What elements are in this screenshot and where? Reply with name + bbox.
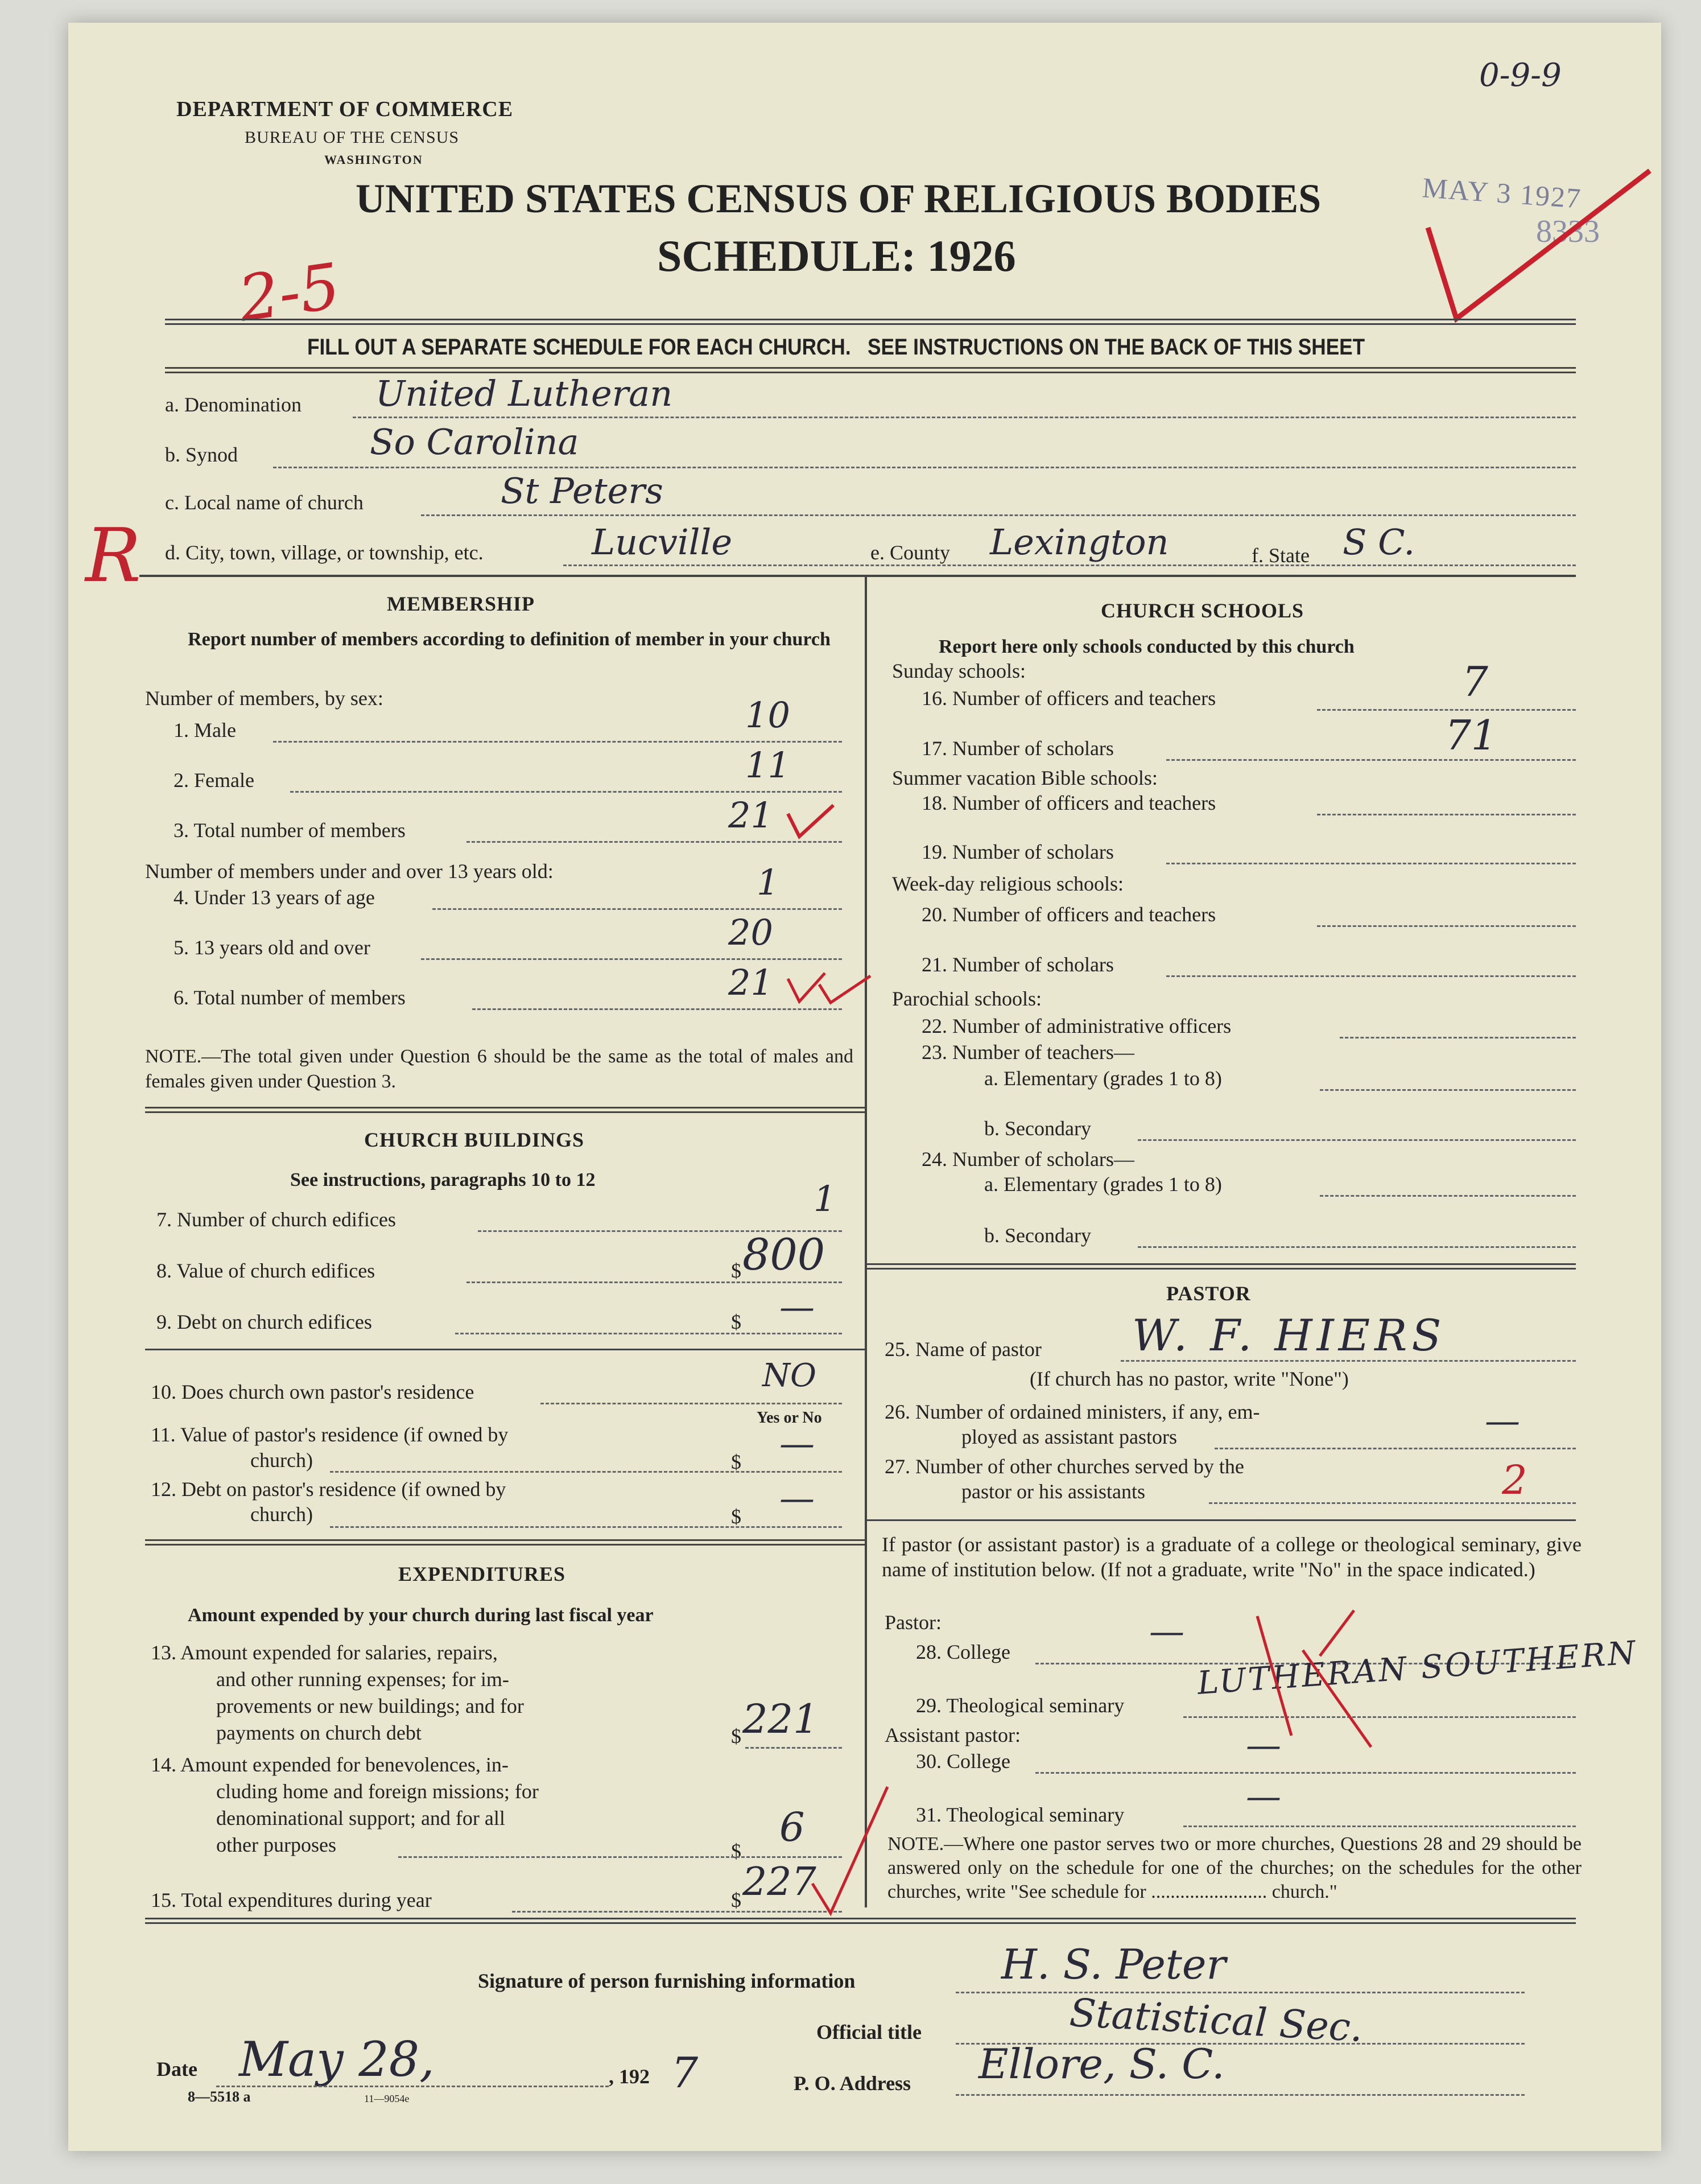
- q11-value: —: [779, 1423, 815, 1464]
- q6-label: 6. Total number of members: [174, 986, 406, 1009]
- q16-label: 16. Number of officers and teachers: [922, 687, 1216, 710]
- state-label: f. State: [1252, 544, 1310, 567]
- q24b-label: b. Secondary: [984, 1224, 1091, 1247]
- r-mark: R: [85, 512, 141, 599]
- q25-note: (If church has no pastor, write "None"): [1030, 1367, 1349, 1390]
- received-number-stamp: 8333: [1536, 214, 1600, 249]
- q13-line-2: and other running expenses; for im-: [216, 1668, 509, 1691]
- year-prefix: , 192: [609, 2065, 650, 2088]
- pastor-note: NOTE.—Where one pastor serves two or more churches, Questions 28 and 29 should be answered only on the schedule for one of the churches; on the schedules for the other churches, write "See schedule for ........................ church.": [887, 1833, 1582, 1902]
- q14-line-3: denominational support; and for all: [216, 1807, 505, 1829]
- pastor-heading: PASTOR: [1166, 1282, 1251, 1305]
- members-by-age-label: Number of members under and over 13 years old:: [145, 860, 554, 883]
- q28-value: —: [1149, 1610, 1184, 1652]
- county-label: e. County: [870, 541, 950, 564]
- county-value: Lexington: [990, 521, 1169, 563]
- buildings-sub: See instructions, paragraphs 10 to 12: [290, 1169, 596, 1190]
- q9-label: 9. Debt on church edifices: [156, 1311, 372, 1333]
- q17-label: 17. Number of scholars: [922, 737, 1114, 760]
- q5-value: 20: [728, 912, 773, 953]
- q9-dollar: $: [731, 1311, 741, 1333]
- members-by-sex-label: Number of members, by sex:: [145, 687, 383, 710]
- q26-label-1: 26. Number of ordained ministers, if any, em-: [885, 1400, 1260, 1423]
- q8-dollar: $: [731, 1259, 741, 1282]
- graduate-note: If pastor (or assistant pastor) is a graduate of a college or theological seminary, give name of institution below. (If not a graduate, write "No" in the space indicated.): [882, 1533, 1582, 1581]
- date-value: May 28,: [239, 2031, 435, 2087]
- q24a-label: a. Elementary (grades 1 to 8): [984, 1173, 1222, 1196]
- q29-label: 29. Theological seminary: [916, 1694, 1125, 1717]
- q2-label: 2. Female: [174, 769, 254, 792]
- q31-label: 31. Theological seminary: [916, 1803, 1125, 1826]
- denomination-value: United Lutheran: [375, 373, 673, 414]
- q14-value: 6: [779, 1804, 805, 1851]
- summer-schools-label: Summer vacation Bible schools:: [892, 767, 1158, 789]
- q14-line-1: 14. Amount expended for benevolences, in-: [151, 1753, 509, 1776]
- q27-label-1: 27. Number of other churches served by the: [885, 1455, 1244, 1478]
- buildings-heading: CHURCH BUILDINGS: [364, 1128, 585, 1151]
- q27-value: 2: [1502, 1457, 1527, 1503]
- local-name-value: St Peters: [501, 470, 663, 512]
- q28-label: 28. College: [916, 1641, 1010, 1663]
- q10-value: NO: [762, 1357, 816, 1394]
- expenditures-sub: Amount expended by your church during last fiscal year: [188, 1605, 654, 1626]
- q13-line-3: provements or new buildings; and for: [216, 1695, 524, 1717]
- q13-line-4: payments on church debt: [216, 1721, 422, 1744]
- yes-no-hint: Yes or No: [757, 1409, 822, 1427]
- q13-dollar: $: [731, 1725, 741, 1748]
- q6-value: 21: [728, 962, 773, 1003]
- schools-sub: Report here only schools conducted by this church: [939, 636, 1355, 657]
- q1-value: 10: [745, 694, 790, 736]
- q29-value: LUTHERAN SOUTHERN: [1196, 1634, 1639, 1702]
- q6-red-check: [785, 967, 876, 1013]
- q3-label: 3. Total number of members: [174, 819, 406, 842]
- po-address-value: Ellore, S. C.: [979, 2040, 1225, 2088]
- q20-label: 20. Number of officers and teachers: [922, 903, 1216, 926]
- q24-label: 24. Number of scholars—: [922, 1148, 1134, 1171]
- q13-line-1: 13. Amount expended for salaries, repairs,: [151, 1641, 498, 1664]
- q25-value: W. F. HIERS: [1132, 1310, 1446, 1361]
- q18-label: 18. Number of officers and teachers: [922, 792, 1216, 814]
- q26-value: —: [1485, 1400, 1520, 1441]
- q13-value: 221: [742, 1696, 819, 1742]
- q8-label: 8. Value of church edifices: [156, 1259, 375, 1282]
- q25-label: 25. Name of pastor: [885, 1338, 1042, 1361]
- bureau-label: BUREAU OF THE CENSUS: [245, 128, 459, 147]
- q12-label-2: church): [250, 1503, 313, 1526]
- q12-value: —: [779, 1477, 815, 1519]
- corner-code: 0-9-9: [1479, 57, 1562, 94]
- sunday-schools-label: Sunday schools:: [892, 660, 1026, 682]
- q3-value: 21: [728, 794, 773, 836]
- q31-value: —: [1246, 1775, 1281, 1817]
- city-town-value: Lucville: [592, 521, 733, 563]
- q15-label: 15. Total expenditures during year: [151, 1889, 432, 1911]
- q23-label: 23. Number of teachers—: [922, 1041, 1134, 1064]
- expenditures-heading: EXPENDITURES: [398, 1563, 566, 1585]
- q10-label: 10. Does church own pastor's residence: [151, 1381, 474, 1403]
- pastor-sub-label: Pastor:: [885, 1611, 942, 1634]
- census-schedule-sheet: [68, 23, 1661, 2151]
- q4-label: 4. Under 13 years of age: [174, 886, 375, 909]
- q12-label-1: 12. Debt on pastor's residence (if owned by: [151, 1478, 506, 1501]
- margin-red-mark: 2-5: [234, 249, 345, 336]
- q4-value: 1: [757, 862, 779, 903]
- assistant-sub-label: Assistant pastor:: [885, 1724, 1021, 1746]
- q9-value: —: [779, 1286, 815, 1328]
- year-digit: 7: [671, 2049, 699, 2098]
- weekday-schools-label: Week-day religious schools:: [892, 872, 1124, 895]
- membership-heading: MEMBERSHIP: [387, 592, 535, 615]
- q11-label-2: church): [250, 1449, 313, 1472]
- official-title-label: Official title: [816, 2021, 922, 2043]
- q1-label: 1. Male: [174, 719, 236, 741]
- signature-value: H. S. Peter: [1001, 1940, 1226, 1988]
- parochial-schools-label: Parochial schools:: [892, 987, 1042, 1010]
- q30-value: —: [1246, 1724, 1281, 1766]
- q2-value: 11: [745, 744, 790, 786]
- q19-label: 19. Number of scholars: [922, 840, 1114, 863]
- q16-value: 7: [1462, 658, 1488, 706]
- official-title-value: Statistical Sec.: [1068, 1991, 1364, 2051]
- q15-dollar: $: [731, 1889, 741, 1911]
- synod-value: So Carolina: [370, 421, 579, 463]
- state-value: S C.: [1343, 521, 1415, 563]
- q11-label-1: 11. Value of pastor's residence (if owned by: [151, 1423, 509, 1446]
- city-town-label: d. City, town, village, or township, etc.: [165, 541, 484, 564]
- schools-heading: CHURCH SCHOOLS: [1101, 599, 1304, 622]
- q15-value: 227: [742, 1860, 816, 1905]
- q17-value: 71: [1445, 711, 1497, 759]
- city-label: WASHINGTON: [324, 153, 423, 167]
- local-name-label: c. Local name of church: [165, 491, 364, 514]
- membership-note: NOTE.—The total given under Question 6 should be the same as the total of males and females given under Question 3.: [145, 1046, 853, 1092]
- q14-dollar: $: [731, 1840, 741, 1862]
- q23b-label: b. Secondary: [984, 1117, 1091, 1140]
- form-title: UNITED STATES CENSUS OF RELIGIOUS BODIES: [356, 176, 1322, 221]
- q12-dollar: $: [731, 1505, 741, 1528]
- q15-red-check: [808, 1781, 893, 1918]
- synod-label: b. Synod: [165, 443, 238, 466]
- department-label: DEPARTMENT OF COMMERCE: [176, 97, 514, 121]
- q8-value: 800: [742, 1229, 825, 1280]
- print-number: 11—9054e: [364, 2093, 410, 2104]
- q30-label: 30. College: [916, 1750, 1010, 1773]
- q11-dollar: $: [731, 1450, 741, 1473]
- q14-line-4: other purposes: [216, 1833, 336, 1856]
- q7-label: 7. Number of church edifices: [156, 1208, 396, 1231]
- received-date-stamp: MAY 3 1927: [1421, 171, 1583, 215]
- po-address-label: P. O. Address: [794, 2072, 911, 2095]
- q22-label: 22. Number of administrative officers: [922, 1015, 1232, 1037]
- membership-intro: Report number of members according to definition of member in your church: [188, 629, 831, 650]
- q21-label: 21. Number of scholars: [922, 953, 1114, 976]
- q14-line-2: cluding home and foreign missions; for: [216, 1780, 539, 1803]
- q5-label: 5. 13 years old and over: [174, 936, 370, 959]
- q7-value: 1: [814, 1178, 836, 1219]
- q3-red-check: [785, 802, 836, 842]
- form-number: 8—5518 a: [188, 2088, 251, 2105]
- q26-label-2: ployed as assistant pastors: [961, 1425, 1177, 1448]
- instruction-banner: FILL OUT A SEPARATE SCHEDULE FOR EACH CHURCH. SEE INSTRUCTIONS ON THE BACK OF THIS SHEET: [307, 335, 1365, 360]
- signature-label: Signature of person furnishing information: [478, 1969, 856, 1992]
- form-subtitle: SCHEDULE: 1926: [657, 231, 1016, 281]
- q27-label-2: pastor or his assistants: [961, 1480, 1145, 1503]
- red-check-mark: [1422, 159, 1661, 330]
- q23a-label: a. Elementary (grades 1 to 8): [984, 1067, 1222, 1090]
- denomination-label: a. Denomination: [165, 393, 302, 416]
- date-label: Date: [156, 2058, 197, 2080]
